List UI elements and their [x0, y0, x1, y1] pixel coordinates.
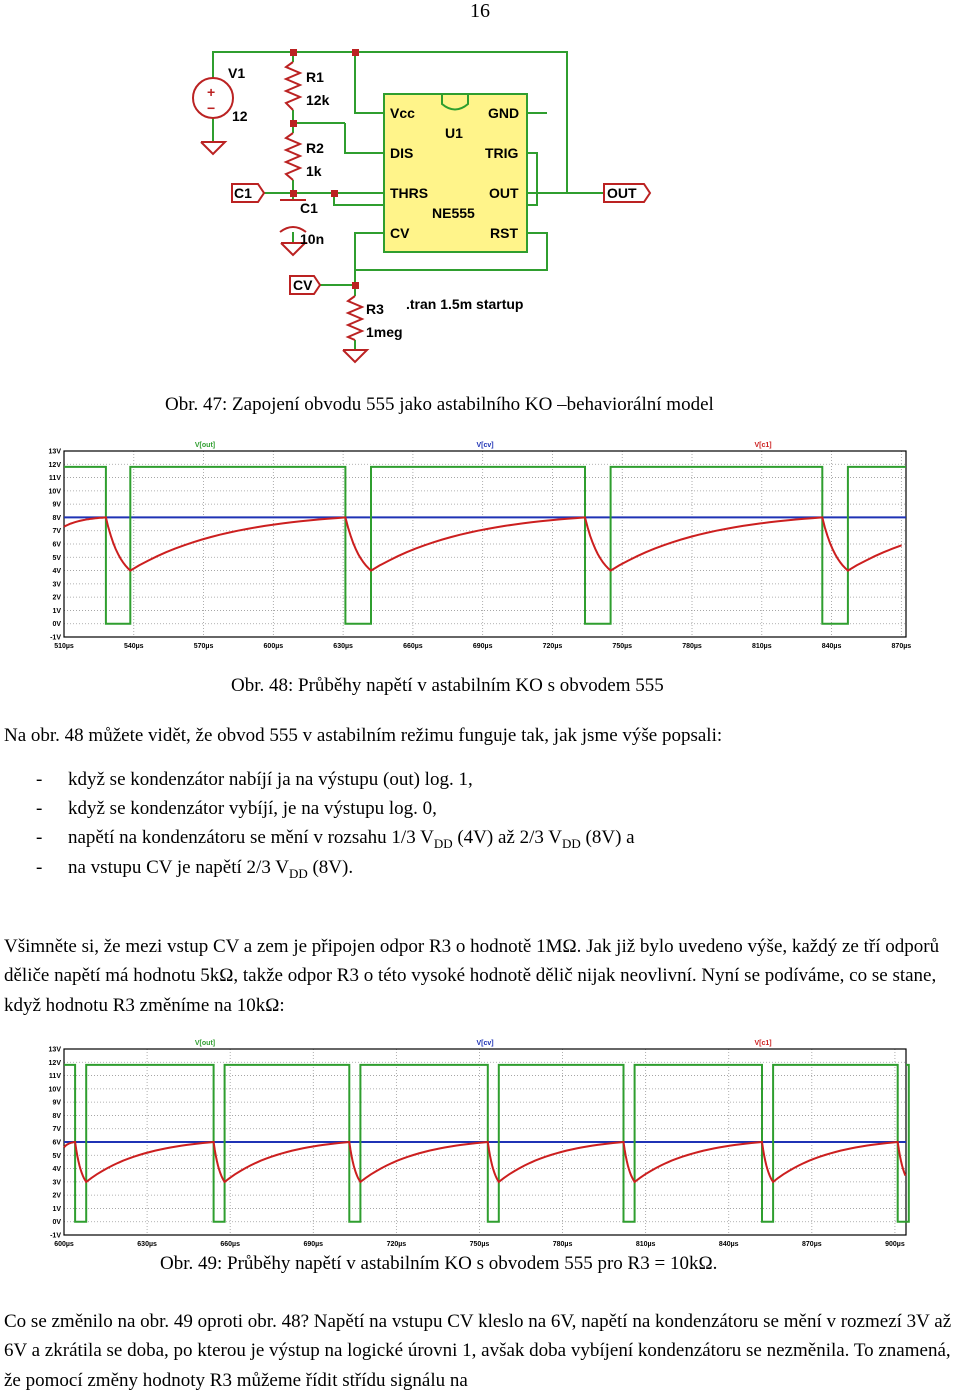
x-tick-label: 750µs — [469, 1241, 490, 1248]
pin-gnd: GND — [488, 105, 520, 121]
pin-rst: RST — [490, 225, 518, 241]
bullet-4-text-b: (8V). — [307, 857, 354, 878]
x-tick-label: 540µs — [123, 643, 144, 650]
page-number: 16 — [470, 0, 490, 22]
pin-vcc: Vcc — [390, 105, 415, 121]
y-tick-label: 2V — [52, 1192, 61, 1200]
bullet-item-3: - napětí na kondenzátoru se mění v rozsahu 1/3 $V_{DD}$ (4V) až 2/3 $V_{DD}$ (8V) a — [36, 827, 635, 851]
x-tick-label: 870µs — [802, 1241, 822, 1248]
bullet-3-sub-2: DD — [562, 835, 581, 851]
x-tick-label: 720µs — [542, 643, 563, 650]
bullet-3-text-b: (4V) až 2/3 V — [452, 827, 563, 848]
bullet-item-1: - když se kondenzátor nabíjí ja na výstupu (out) log. 1, — [36, 769, 473, 790]
caption-fig47: Obr. 47: Zapojení obvodu 555 jako astabilního KO –behaviorální model — [165, 394, 714, 415]
pin-dis: DIS — [390, 145, 414, 161]
r1-name: R1 — [306, 69, 324, 85]
paragraph-2: Všimněte si, že mezi vstup CV a zem je připojen odpor R3 o hodnotě 1MΩ. Jak již bylo uvedeno výše, každý ze tří odporů děliče napětí má hodnotu 5kΩ, takže odpor R3 o této vysoké hodnotě dělič nijak neovlivní. Nyní se podíváme, co se stane, když hodnotu R3 změníme na 10kΩ: — [4, 936, 940, 1016]
r2-name: R2 — [306, 140, 324, 156]
y-tick-label: 10V — [48, 1086, 61, 1094]
bullet-item-4: - na vstupu CV je napětí 2/3 $V_{DD}$ (8V). — [36, 857, 354, 881]
bullet-4-text-a: na vstupu CV je napětí 2/3 V — [68, 857, 289, 878]
paragraph-3: Co se změnilo na obr. 49 oproti obr. 48? Napětí na vstupu CV kleslo na 6V, napětí na kondenzátoru se mění v rozmezí 3V až 6V a zkrátila se doba, po kterou je výstup na logické úrovni 1, avšak doba vybíjení kondenzátoru se nezměnila. To znamená, že pomocí změny hodnoty R3 můžeme řídit střídu signálu na — [4, 1311, 952, 1391]
y-tick-label: 2V — [52, 594, 61, 602]
y-tick-label: 12V — [48, 461, 61, 469]
series-c1-line — [64, 1142, 905, 1182]
legend-entry: V[c1] — [754, 442, 772, 449]
r3-name: R3 — [366, 301, 384, 317]
y-tick-label: -1V — [50, 634, 61, 642]
v1-value: 12 — [232, 108, 248, 124]
c1-name: C1 — [300, 200, 318, 216]
y-tick-label: 3V — [52, 581, 61, 589]
caption-fig48: Obr. 48: Průběhy napětí v astabilním KO s obvodem 555 — [231, 675, 664, 696]
y-tick-label: 11V — [48, 475, 61, 483]
x-tick-label: 840µs — [718, 1241, 739, 1248]
x-tick-label: 780µs — [682, 643, 702, 650]
pin-cv: CV — [390, 225, 410, 241]
x-tick-label: 600µs — [54, 1241, 74, 1248]
svg-text:+: + — [207, 84, 216, 100]
y-tick-label: 4V — [52, 1166, 61, 1174]
bullet-1-text: když se kondenzátor nabíjí ja na výstupu (out) log. 1, — [68, 769, 473, 790]
x-tick-label: 720µs — [386, 1241, 407, 1248]
c1-value: 10n — [300, 231, 325, 247]
x-tick-label: 600µs — [263, 643, 284, 650]
y-tick-label: 11V — [48, 1073, 61, 1081]
r1-value: 12k — [306, 92, 330, 108]
y-tick-label: 8V — [52, 1112, 61, 1120]
legend-entry: V[out] — [194, 1040, 216, 1047]
y-tick-label: 0V — [52, 1219, 61, 1227]
bullet-3-text-c: (8V) a — [580, 827, 635, 848]
y-tick-label: 10V — [48, 488, 61, 496]
y-tick-label: 6V — [52, 1139, 61, 1147]
caption-fig49: Obr. 49: Průběhy napětí v astabilním KO s obvodem 555 pro R3 = 10kΩ. — [160, 1253, 718, 1274]
y-tick-label: 12V — [48, 1059, 61, 1067]
x-tick-label: 690µs — [303, 1241, 324, 1248]
y-tick-label: 9V — [52, 501, 61, 509]
x-tick-label: 570µs — [193, 643, 214, 650]
y-tick-label: 9V — [52, 1099, 61, 1107]
y-tick-label: 8V — [52, 514, 61, 522]
x-tick-label: 750µs — [612, 643, 633, 650]
v1-name: V1 — [228, 65, 246, 81]
legend-entry: V[c1] — [754, 1040, 772, 1047]
r3-value: 1meg — [366, 324, 403, 340]
y-tick-label: 7V — [52, 1126, 61, 1134]
pin-out: OUT — [489, 185, 519, 201]
x-tick-label: 630µs — [333, 643, 353, 650]
x-tick-label: 630µs — [137, 1241, 157, 1248]
r2-value: 1k — [306, 163, 322, 179]
net-label-c1: C1 — [234, 185, 252, 201]
x-tick-label: 660µs — [220, 1241, 240, 1248]
x-tick-label: 810µs — [635, 1241, 656, 1248]
pin-thrs: THRS — [390, 185, 429, 201]
x-tick-label: 780µs — [552, 1241, 573, 1248]
x-tick-label: 870µs — [891, 643, 912, 650]
y-tick-label: 6V — [52, 541, 61, 549]
net-label-cv: CV — [293, 277, 313, 293]
y-tick-label: -1V — [50, 1232, 61, 1240]
bullet-2-text: když se kondenzátor vybíjí, je na výstupu log. 0, — [68, 798, 437, 819]
y-tick-label: 13V — [48, 1046, 61, 1054]
y-tick-label: 5V — [52, 554, 61, 562]
chart-fig49-waveforms — [0, 1036, 960, 1251]
u1-name: U1 — [445, 125, 463, 141]
legend-entry: V[cv] — [476, 1040, 494, 1047]
y-tick-label: 13V — [48, 448, 61, 456]
series-out-line — [64, 467, 906, 624]
svg-text:−: − — [207, 100, 216, 116]
y-tick-label: 1V — [52, 1205, 61, 1213]
x-tick-label: 900µs — [885, 1241, 905, 1248]
x-tick-label: 660µs — [403, 643, 423, 650]
x-tick-label: 810µs — [751, 643, 772, 650]
paragraph-1: Na obr. 48 můžete vidět, že obvod 555 v astabilním režimu funguje tak, jak jsme výše popsali: — [4, 725, 723, 746]
y-tick-label: 0V — [52, 621, 61, 629]
x-tick-label: 840µs — [821, 643, 842, 650]
bullet-item-2: - když se kondenzátor vybíjí, je na výstupu log. 0, — [36, 798, 437, 819]
net-label-out: OUT — [607, 185, 637, 201]
spice-directive: .tran 1.5m startup — [406, 296, 524, 312]
bullet-3-text-a: napětí na kondenzátoru se mění v rozsahu 1/3 V — [68, 827, 434, 848]
u1-model: NE555 — [432, 205, 475, 221]
legend-entry: V[cv] — [476, 442, 494, 449]
y-tick-label: 5V — [52, 1152, 61, 1160]
x-tick-label: 690µs — [472, 643, 493, 650]
x-tick-label: 510µs — [54, 643, 74, 650]
bullet-3-sub-1: DD — [433, 835, 453, 851]
bullet-4-sub: DD — [288, 865, 308, 881]
schematic-555-astable — [0, 0, 960, 380]
y-tick-label: 3V — [52, 1179, 61, 1187]
y-tick-label: 1V — [52, 607, 61, 615]
chart-fig48-waveforms — [0, 438, 960, 653]
y-tick-label: 4V — [52, 568, 61, 576]
y-tick-label: 7V — [52, 528, 61, 536]
series-out-line — [64, 1065, 909, 1222]
pin-trig: TRIG — [485, 145, 519, 161]
legend-entry: V[out] — [194, 442, 216, 449]
